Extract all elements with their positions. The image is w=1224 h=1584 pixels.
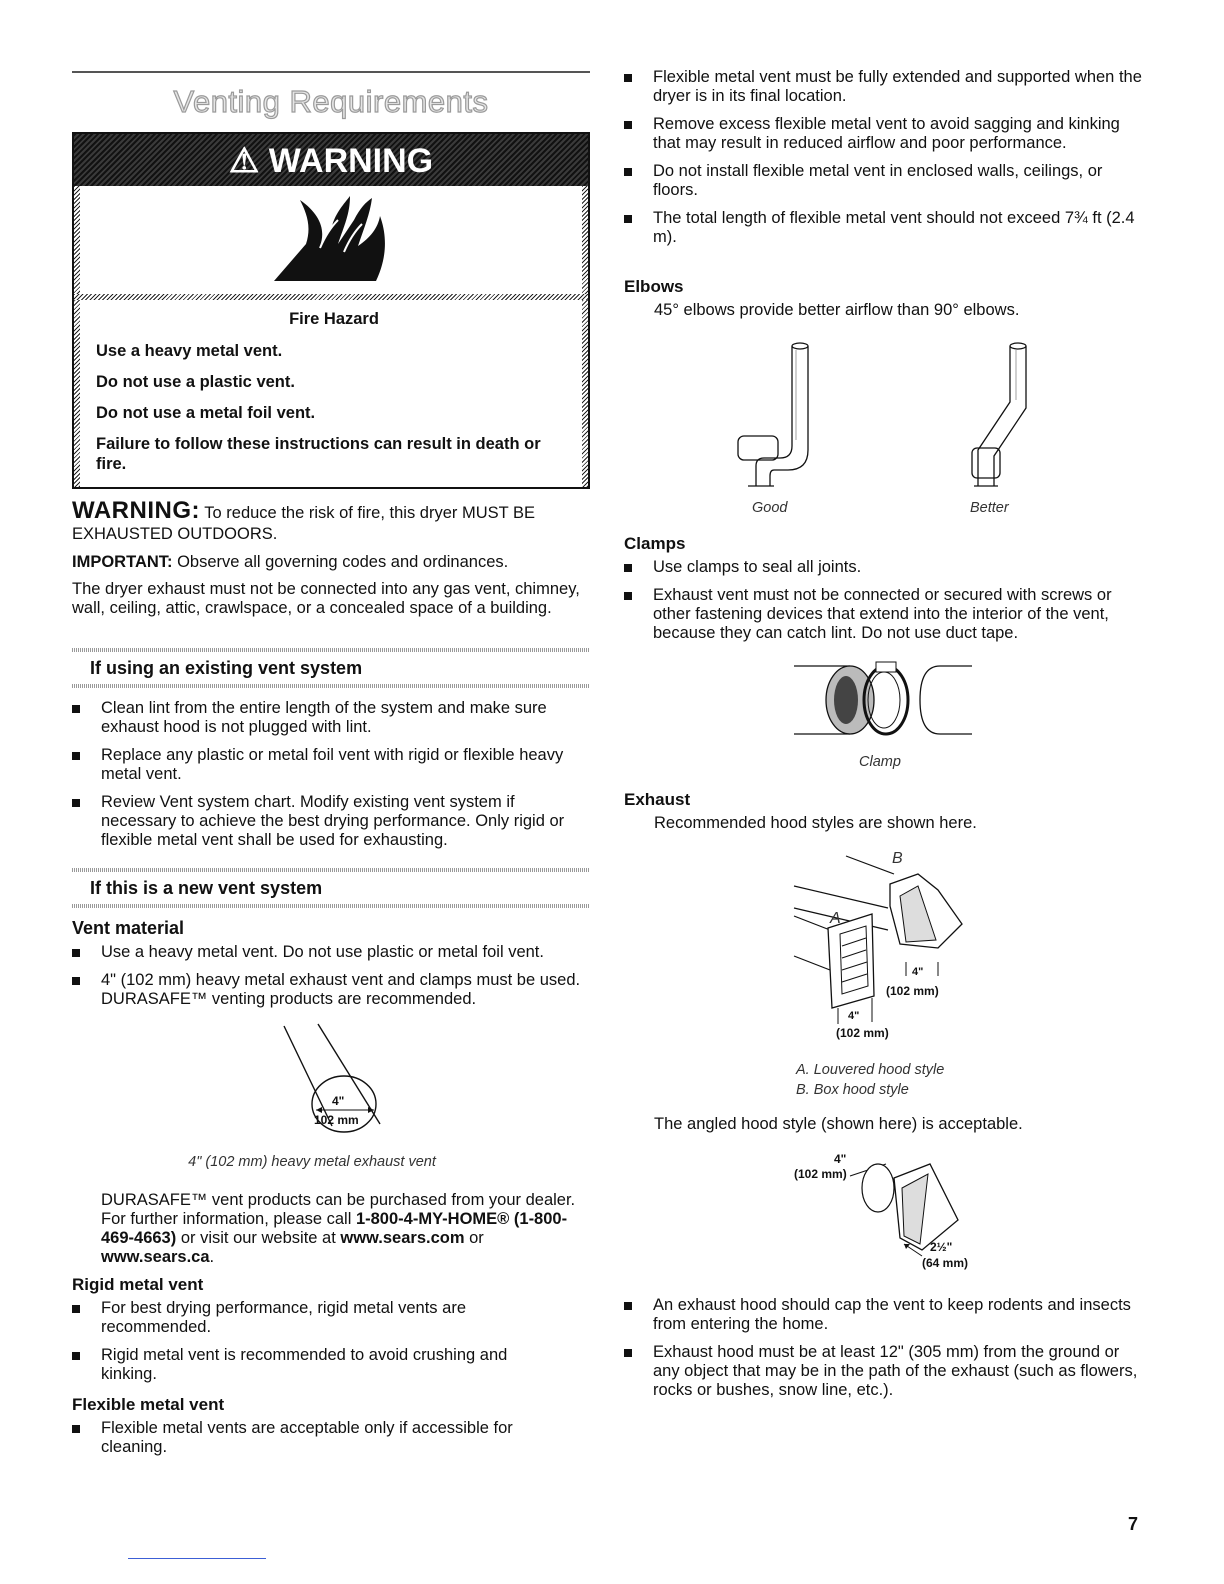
rigid-vent-block [72,1275,588,1393]
warning-line: Do not use a metal foil vent. [96,404,316,422]
warning-icon-area [74,186,588,294]
top-rule [72,71,590,73]
fire-hazard-icon [74,186,588,294]
exhaust-heading: Exhaust [624,790,691,809]
hazard-title: Fire Hazard [289,310,379,328]
angled-dim-side-in: 2½" [930,1240,953,1254]
list-item: Flexible metal vents are acceptable only if accessible for cleaning. [72,1419,528,1457]
new-vent-heading: If this is a new vent system [90,878,323,898]
footer-line [128,1558,266,1559]
list-item: Clean lint from the entire length of the system and make sure exhaust hood is not plugged with lint. [72,699,588,737]
hood-a-dim-in: 4" [848,1010,860,1022]
vent-dim-mm: 102 mm [314,1113,359,1127]
page-title: Venting Requirements [173,84,489,119]
existing-vent-heading-bar [72,648,590,688]
website-link-sears-com[interactable]: www.sears.com [340,1229,465,1247]
durasafe-mid: or visit our website at [176,1229,341,1247]
angled-hood-text: The angled hood style (shown here) is acceptable. [654,1115,1023,1133]
angled-dim-top-mm: (102 mm) [794,1167,847,1181]
hood-b-dim-mm: (102 mm) [886,984,939,998]
warning-box [72,132,590,489]
clamps-list [624,558,1144,643]
exhaust-note: The dryer exhaust must not be connected into any gas vent, chimney, wall, ceiling, attic, crawlspace, or a concealed space of a building. [72,580,580,617]
exhaust-hood-list [624,1296,1144,1409]
angled-dim-top-in: 4" [834,1152,847,1166]
warning-statement [72,497,582,545]
elbow-good-caption: Good [752,500,788,516]
elbows-heading: Elbows [624,277,684,296]
list-item: Review Vent system chart. Modify existing vent system if necessary to achieve the best drying performance. Only rigid or flexible metal vent shall be used for exhausting. [72,793,588,850]
warning-line: Use a heavy metal vent. [96,342,283,360]
flexible-vent-list [72,1419,588,1457]
list-item: Flexible metal vent must be fully extended and supported when the dryer is in its final location. [624,68,1144,106]
warning-line: Do not use a plastic vent. [96,373,295,391]
exhaust-text: Recommended hood styles are shown here. [654,814,977,832]
angled-dim-side-mm: (64 mm) [922,1256,969,1270]
clamps-heading: Clamps [624,534,686,553]
heading-stripe-bottom [72,904,590,908]
warning-header: ⚠ WARNING [74,134,588,186]
flexible-vent-list-continued [624,68,1144,256]
hood-label-a: A [830,910,841,927]
intro-block [72,497,582,618]
exhaust-block [624,790,1144,833]
hood-caption-a: A. Louvered hood style [796,1062,945,1078]
elbow-45-diagram [950,340,1050,492]
rigid-vent-list [72,1299,588,1384]
existing-vent-heading: If using an existing vent system [90,658,363,678]
page-number: 7 [1128,1514,1139,1534]
list-item: Rigid metal vent is recommended to avoid crushing and kinking. [72,1346,512,1384]
list-item: Replace any plastic or metal foil vent with rigid or flexible heavy metal vent. [72,746,588,784]
list-item: Exhaust hood must be at least 12" (305 mm) from the ground or any object that may be in the path of the exhaust (such as flowers, rocks or bushes, snow line, etc.). [624,1343,1144,1400]
clamps-block [624,534,1144,652]
vent-material-list [72,943,588,1009]
hood-b-dim-in: 4" [912,966,924,978]
durasafe-text: DURASAFE™ vent products can be purchased from your dealer. For further information, please call [101,1191,576,1228]
heading-stripe-top [72,648,590,652]
list-item: Use a heavy metal vent. Do not use plastic or metal foil vent. [72,943,588,962]
list-item: An exhaust hood should cap the vent to keep rodents and insects from entering the home. [624,1296,1144,1334]
elbows-block [624,277,1144,320]
vent-material-heading: Vent material [72,918,185,938]
important-label: IMPORTANT: [72,553,173,571]
list-item: Use clamps to seal all joints. [624,558,1144,577]
list-item: Do not install flexible metal vent in enclosed walls, ceilings, or floors. [624,162,1144,200]
flexible-vent-block [72,1395,588,1466]
list-item: Exhaust vent must not be connected or secured with screws or other fastening devices that extend into the interior of the vent, because they can catch lint. Do not use duct tape. [624,586,1144,643]
important-text: Observe all governing codes and ordinances. [172,553,509,571]
website-link-sears-ca[interactable]: www.sears.ca [101,1248,210,1266]
elbow-better-caption: Better [970,500,1009,516]
warning-text [96,310,572,485]
phone-number: 1-800-4-MY-HOME® (1-800-469-4663) [101,1210,568,1247]
hood-a-dim-mm: (102 mm) [836,1026,889,1040]
vent-dim-in: 4" [332,1094,345,1108]
durasafe-info [101,1191,581,1267]
heading-stripe-top [72,868,590,872]
warning-label: WARNING: [72,497,200,524]
vent-figure [270,1020,410,1140]
hood-caption-b: B. Box hood style [796,1082,909,1098]
hood-label-b: B [892,850,903,867]
heading-stripe-bottom [72,684,590,688]
durasafe-end: . [209,1248,215,1266]
elbows-text: 45° elbows provide better airflow than 90° elbows. [654,301,1020,319]
vent-material-block [72,918,588,1018]
warning-line: Failure to follow these instructions can result in death or fire. [96,435,541,473]
hood-styles-figure [790,846,990,1046]
angled-hood-figure [790,1148,980,1276]
elbow-90-diagram [730,340,830,492]
clamp-diagram [790,658,976,742]
warning-separator [74,294,588,300]
hood-captions [796,1060,944,1100]
list-item: The total length of flexible metal vent should not exceed 7¾ ft (2.4 m). [624,209,1144,247]
durasafe-or: or [464,1229,484,1247]
new-vent-heading-bar [72,868,590,908]
warning-statement-text: To reduce the risk of fire, this dryer MUST BE EXHAUSTED OUTDOORS. [72,504,535,543]
existing-vent-list [72,699,588,859]
flexible-vent-heading: Flexible metal vent [72,1395,225,1414]
hood-styles-diagram [790,846,990,1046]
list-item: 4" (102 mm) heavy metal exhaust vent and clamps must be used. DURASAFE™ venting products are recommended. [72,971,588,1009]
list-item: Remove excess flexible metal vent to avoid sagging and kinking that may result in reduced airflow and poor performance. [624,115,1144,153]
clamp-caption: Clamp [859,754,901,770]
list-item: For best drying performance, rigid metal vents are recommended. [72,1299,512,1337]
vent-caption: 4" (102 mm) heavy metal exhaust vent [188,1154,436,1170]
important-statement [72,553,582,572]
rigid-vent-heading: Rigid metal vent [72,1275,204,1294]
